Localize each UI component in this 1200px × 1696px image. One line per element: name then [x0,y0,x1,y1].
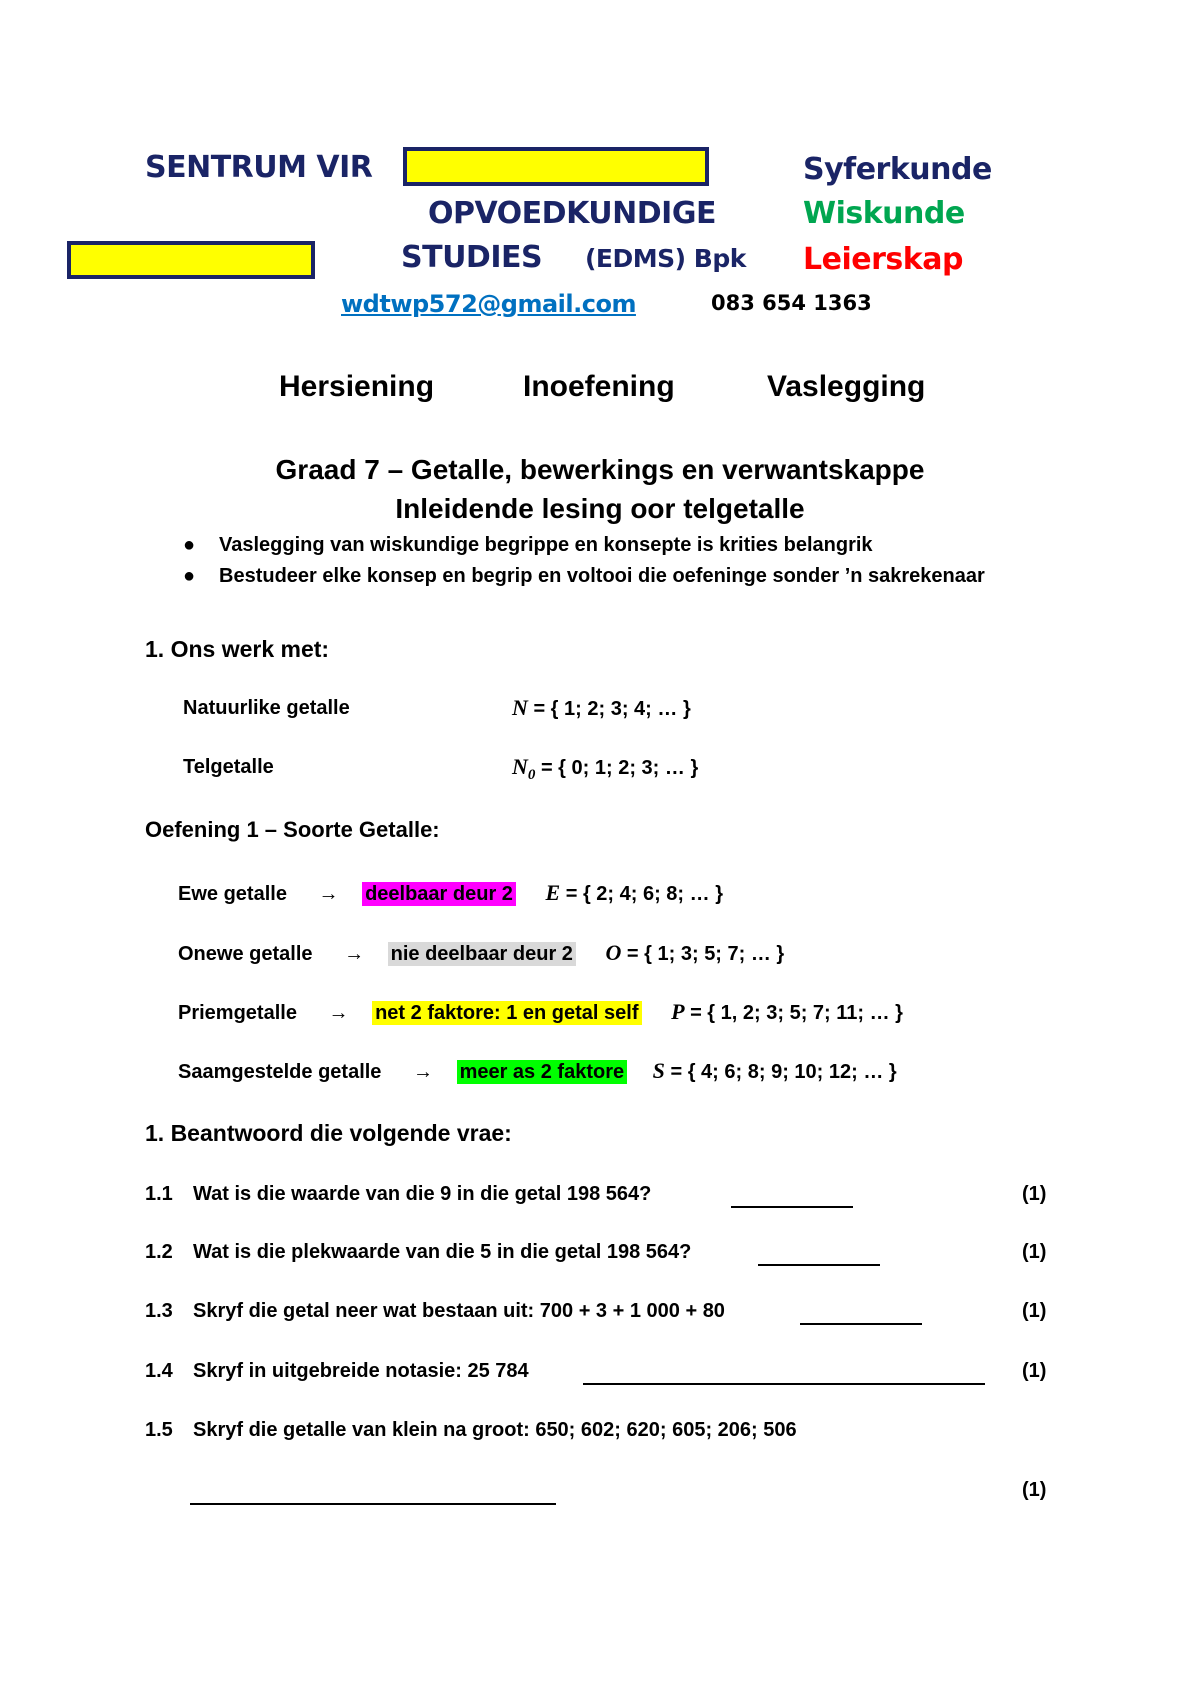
set-symbol: P [671,999,685,1024]
set-values: = { 0; 1; 2; 3; … } [535,757,699,779]
set-label: Natuurlike getalle [183,697,350,719]
answer-line[interactable] [800,1323,922,1325]
question-number: 1.3 [145,1300,173,1322]
question-text: Skryf die getalle van klein na groot: 650; 602; 620; 605; 206; 506 [193,1419,797,1441]
question-number: 1.4 [145,1360,173,1382]
redacted-box [403,147,709,186]
set-values: = { 4; 6; 8; 9; 10; 12; … } [664,1061,897,1083]
set-symbol: O [605,940,622,965]
set-symbol: E [545,880,561,905]
question-marks: (1) [1022,1241,1047,1263]
subject-syferkunde: Syferkunde [803,152,992,187]
org-name-suffix: (EDMS) Bpk [585,244,746,273]
arrow-icon: → [413,1061,433,1083]
section-heading: 1. Beantwoord die volgende vrae: [145,1120,512,1146]
email-link[interactable]: wdtwp572@gmail.com [341,290,636,318]
question-text: Skryf in uitgebreide notasie: 25 784 [193,1360,529,1382]
arrow-icon: → [344,943,365,965]
page-subtitle: Inleidende lesing oor telgetalle [395,493,805,524]
set-definition [512,695,691,721]
set-values: = { 1; 3; 5; 7; … } [621,943,785,965]
question-text: Skryf die getal neer wat bestaan uit: 700 + 3 + 1 000 + 80 [193,1300,725,1322]
number-type-row [178,1058,897,1084]
question-marks: (1) [1022,1183,1047,1205]
set-symbol: N [512,695,528,720]
type-label: Onewe getalle [178,943,313,965]
page-title: Graad 7 – Getalle, bewerkings en verwantskappe [275,454,925,485]
number-type-row [178,940,784,966]
set-symbol: S [652,1058,665,1083]
question-number: 1.5 [145,1419,173,1441]
type-label: Ewe getalle [178,883,287,905]
bullet-text: Bestudeer elke konsep en begrip en voltooi die oefeninge sonder ’n sakrekenaar [219,565,985,587]
tagline-hersiening: Hersiening [279,370,435,403]
tagline-vaslegging: Vaslegging [767,370,926,403]
answer-line[interactable] [758,1264,880,1266]
question-number: 1.2 [145,1241,173,1263]
phone-number: 083 654 1363 [711,291,872,315]
question-number: 1.1 [145,1183,173,1205]
arrow-icon: → [328,1002,349,1024]
redacted-box [67,241,315,279]
number-type-row [178,999,903,1025]
type-description: deelbaar deur 2 [362,882,516,906]
tagline-inoefening: Inoefening [523,370,675,403]
question-marks: (1) [1022,1479,1047,1501]
question-text: Wat is die plekwaarde van die 5 in die getal 198 564? [193,1241,692,1263]
set-subscript: 0 [527,767,536,783]
bullet-icon: ● [183,565,196,587]
type-description: meer as 2 faktore [457,1060,628,1084]
type-description: nie deelbaar deur 2 [388,942,576,966]
type-label: Priemgetalle [178,1002,297,1024]
answer-line[interactable] [583,1383,985,1385]
set-values: = { 1; 2; 3; 4; … } [527,698,691,720]
bullet-icon: ● [183,534,196,556]
type-label: Saamgestelde getalle [178,1061,382,1083]
type-description: net 2 faktore: 1 en getal self [372,1001,641,1025]
question-text: Wat is die waarde van die 9 in die getal 198 564? [193,1183,652,1205]
set-symbol: N [512,754,528,779]
arrow-icon: → [318,883,339,905]
answer-line[interactable] [731,1206,853,1208]
subject-wiskunde: Wiskunde [803,196,965,231]
question-marks: (1) [1022,1300,1047,1322]
org-name-line1: SENTRUM VIR [145,150,373,185]
set-values: = { 1, 2; 3; 5; 7; 11; … } [684,1002,903,1024]
subject-leierskap: Leierskap [803,242,963,277]
org-name-line3: STUDIES [401,240,543,275]
number-type-row [178,880,723,906]
section-heading: 1. Ons werk met: [145,636,330,662]
set-label: Telgetalle [183,756,274,778]
bullet-text: Vaslegging van wiskundige begrippe en konsepte is krities belangrik [219,534,873,556]
answer-line[interactable] [190,1503,556,1505]
set-definition [512,754,698,784]
question-marks: (1) [1022,1360,1047,1382]
set-values: = { 2; 4; 6; 8; … } [560,883,723,905]
org-name-line2: OPVOEDKUNDIGE [428,196,716,231]
exercise-heading: Oefening 1 – Soorte Getalle: [145,817,440,842]
